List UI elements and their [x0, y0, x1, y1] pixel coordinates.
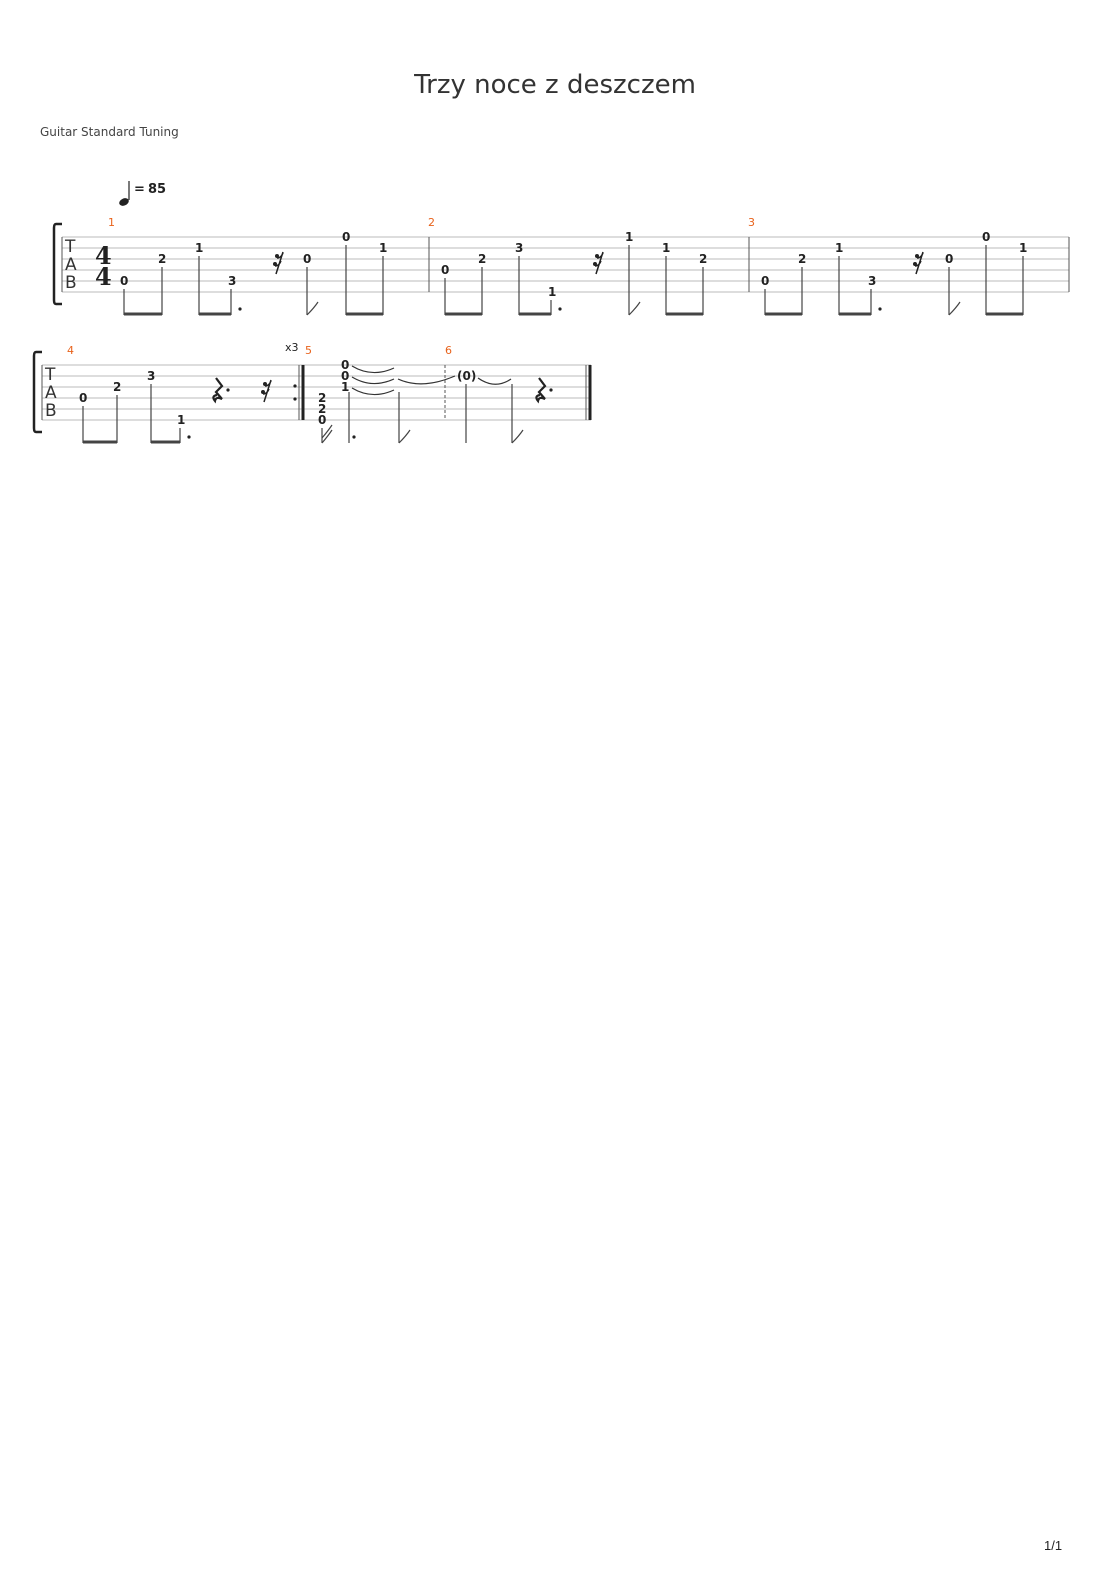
chord-fret: 0 — [341, 358, 350, 372]
tuning-label: Guitar Standard Tuning — [40, 125, 179, 139]
final-barline — [586, 365, 590, 420]
fret-number: 0 — [120, 274, 129, 288]
tab-clef-t: T — [45, 365, 56, 385]
fret-number: 3 — [228, 274, 237, 288]
fret-number: 1 — [662, 241, 671, 255]
fret-number-tied: (0) — [457, 369, 477, 383]
chord-fret: 0 — [341, 369, 350, 383]
repeat-end-barline — [293, 365, 303, 420]
fret-number: 1 — [177, 413, 186, 427]
time-signature-top: 4 — [95, 241, 112, 270]
staff-system-2 — [34, 341, 591, 443]
tie-marks — [352, 366, 511, 395]
chord-fret: 1 — [341, 380, 350, 394]
fret-number: 3 — [147, 369, 156, 383]
fret-number: 1 — [835, 241, 844, 255]
measure-number: 3 — [748, 216, 755, 229]
dot — [558, 307, 561, 310]
tab-clef-b: B — [45, 401, 57, 421]
chord-fret: 2 — [318, 391, 327, 405]
dot — [352, 435, 355, 438]
quarter-note-icon — [118, 197, 130, 208]
sixteenth-rest-icon — [913, 252, 923, 274]
fret-number: 0 — [303, 252, 312, 266]
rhythm-notation — [124, 245, 1023, 315]
measure-number: 2 — [428, 216, 435, 229]
fret-number: 0 — [441, 263, 450, 277]
fret-number: 1 — [625, 230, 634, 244]
measure-number: 5 — [305, 344, 312, 357]
measure-number: 4 — [67, 344, 74, 357]
tab-clef-a: A — [65, 255, 77, 275]
measure-number: 6 — [445, 344, 452, 357]
dot — [878, 307, 881, 310]
chord-fret: 0 — [318, 413, 327, 427]
sixteenth-rest-icon — [593, 252, 603, 274]
sixteenth-rest-icon — [261, 380, 271, 402]
fret-number: 3 — [868, 274, 877, 288]
dot — [187, 435, 190, 438]
sixteenth-rest-icon — [273, 252, 283, 274]
tab-clef-b: B — [65, 273, 77, 293]
tempo-equals: = — [134, 182, 145, 197]
tab-clef-a: A — [45, 383, 57, 403]
song-title: Trzy noce z deszczem — [414, 70, 696, 100]
time-signature-bottom: 4 — [95, 262, 112, 291]
fret-number: 2 — [478, 252, 487, 266]
fret-number: 2 — [158, 252, 167, 266]
tempo-bpm: 85 — [148, 182, 167, 197]
fret-number: 0 — [982, 230, 991, 244]
fret-number: 1 — [195, 241, 204, 255]
tab-clef-t: T — [65, 237, 76, 257]
fret-number: 1 — [1019, 241, 1028, 255]
fret-number: 3 — [515, 241, 524, 255]
fret-number: 0 — [79, 391, 88, 405]
fret-number: 1 — [548, 285, 557, 299]
repeat-count: x3 — [285, 341, 299, 354]
fret-number: 0 — [945, 252, 954, 266]
system-bracket — [34, 352, 42, 432]
staff-system-1 — [54, 216, 1069, 315]
fret-number: 2 — [699, 252, 708, 266]
fret-number: 2 — [113, 380, 122, 394]
page-number: 1/1 — [1044, 1538, 1063, 1553]
fret-number: 2 — [798, 252, 807, 266]
fret-number: 0 — [761, 274, 770, 288]
chord-fret: 2 — [318, 402, 327, 416]
tempo-marking — [118, 181, 166, 207]
fret-number: 0 — [342, 230, 351, 244]
system-bracket — [54, 224, 62, 304]
fret-number: 1 — [379, 241, 388, 255]
measure-number: 1 — [108, 216, 115, 229]
dot — [238, 307, 241, 310]
